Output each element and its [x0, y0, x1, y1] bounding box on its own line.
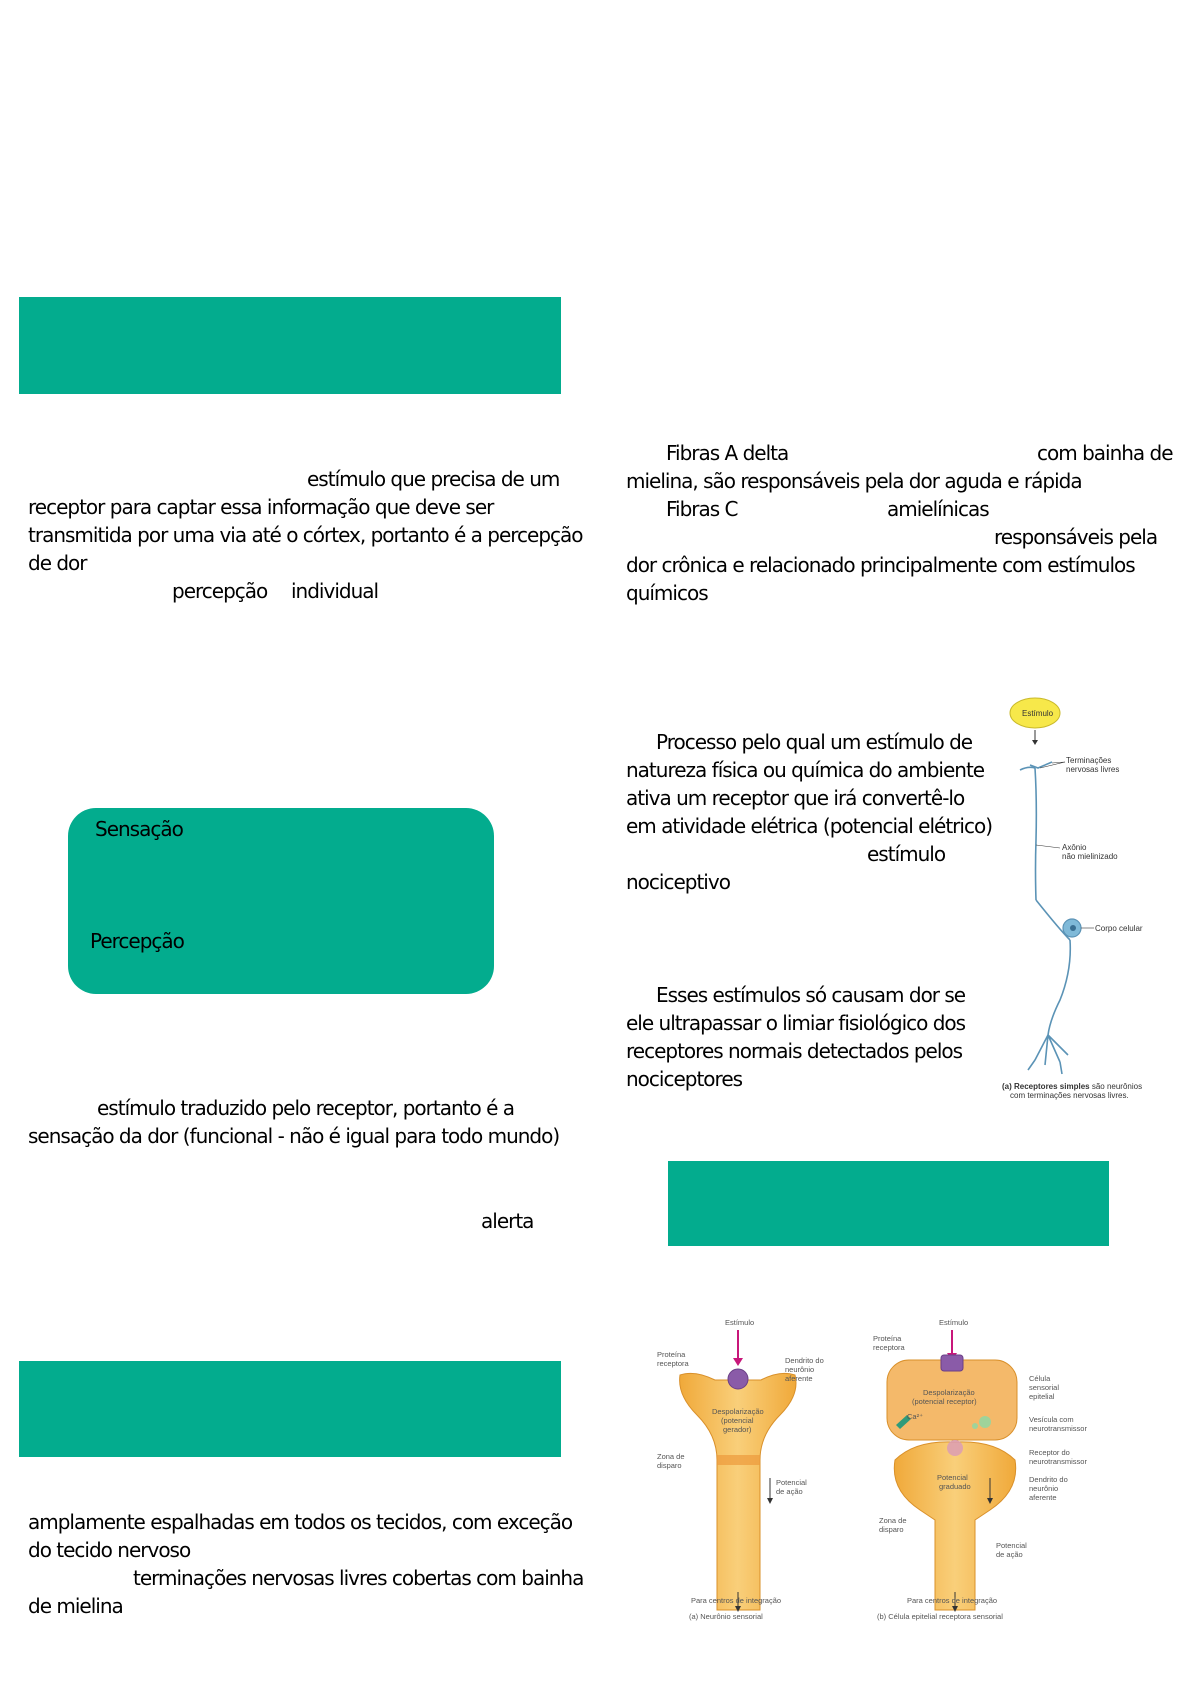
b-potential-label-2: de ação [996, 1550, 1023, 1559]
b-protein-label-1: Proteína [873, 1334, 902, 1343]
b-vesicle-label-2: neurotransmissor [1029, 1424, 1087, 1433]
b-receptor-label-1: Receptor do [1029, 1448, 1070, 1457]
b-ca-label: Ca²⁺ [907, 1412, 924, 1421]
section-header-bar-right [668, 1161, 1109, 1246]
fibers-line-5: dor crônica e relacionado principalmente com estímulos [626, 553, 1135, 577]
process-nociceptive-word: nociceptivo [626, 870, 730, 894]
section-header-bar-top-left [19, 297, 561, 394]
neuron-caption-line-2: com terminações nervosas livres. [1010, 1091, 1129, 1100]
fibers-responsible: responsáveis pela [994, 525, 1158, 549]
intro-line-4: de dor [28, 551, 87, 575]
process-line-1: Processo pelo qual um estímulo de [656, 730, 973, 754]
b-graded-label-2: graduado [939, 1482, 971, 1491]
b-cell-label-2: sensorial [1029, 1383, 1060, 1392]
a-protein-label-1: Proteína [657, 1350, 686, 1359]
b-caption: (b) Célula epitelial receptora sensorial [877, 1612, 1003, 1621]
neuron-caption-line-1 [1002, 1082, 1142, 1091]
box-perception-label: Percepção [90, 929, 184, 953]
process-stimulus-word: estímulo [867, 842, 946, 866]
b-vesicle-label-1: Vesícula com [1029, 1415, 1074, 1424]
intro-perception-word: percepção [172, 579, 268, 603]
a-protein-label-2: receptora [657, 1359, 689, 1368]
process-line-3: ativa um receptor que irá convertê-lo [626, 786, 965, 810]
a-depol-label-1: Despolarização [712, 1407, 764, 1416]
b-dendrite-label-2: neurônio [1029, 1484, 1059, 1493]
b-dendrite-label-1: Dendrito do [1029, 1475, 1068, 1484]
sensory-receptor-figure [655, 1310, 1125, 1630]
fibers-line-2: mielina, são responsáveis pela dor aguda e rápida [626, 469, 1082, 493]
neuron-illustration [990, 690, 1160, 1100]
neuron-axon-label-2: não mielinizado [1062, 852, 1118, 861]
intro-line-1: estímulo que precisa de um [307, 467, 560, 491]
a-zone-label-1: Zona de [657, 1452, 685, 1461]
a-centers-label: Para centros de integração [691, 1596, 782, 1605]
a-stimulus-label: Estímulo [725, 1318, 755, 1327]
box-sensation-label: Sensação [95, 817, 183, 841]
fibers-line-6: químicos [626, 581, 708, 605]
b-cell-label-3: epitelial [1029, 1392, 1055, 1401]
b-depol-label-1: Despolarização [923, 1388, 975, 1397]
a-dendrite-label-2: neurônio [785, 1365, 815, 1374]
a-depol-label-2: (potencial [721, 1416, 754, 1425]
section-header-bar-bottom-left [19, 1361, 561, 1457]
b-zone-label-2: disparo [879, 1525, 904, 1534]
neuron-terminals-label-2: nervosas livres [1066, 765, 1120, 774]
b-graded-label-1: Potencial [937, 1473, 968, 1482]
neuron-terminals-label-1: Terminações [1066, 756, 1112, 765]
a-dendrite-label-1: Dendrito do [785, 1356, 824, 1365]
process-line-4: em atividade elétrica (potencial elétrico) [626, 814, 992, 838]
a-depol-label-3: gerador) [723, 1425, 752, 1434]
b-protein-label-2: receptora [873, 1343, 905, 1352]
nociceptor-line-3: terminações nervosas livres cobertas com bainha [133, 1566, 584, 1590]
b-zone-label-1: Zona de [879, 1516, 907, 1525]
neuron-axon-label-1: Axônio [1062, 843, 1087, 852]
a-potential-label-1: Potencial [776, 1478, 807, 1487]
threshold-line-3: receptores normais detectados pelos [626, 1039, 963, 1063]
alert-word: alerta [481, 1209, 534, 1233]
b-cell-label-1: Célula [1029, 1374, 1051, 1383]
a-zone-label-2: disparo [657, 1461, 682, 1470]
threshold-line-2: ele ultrapassar o limiar fisiológico dos [626, 1011, 966, 1035]
neuron-stimulus-label: Estímulo [1022, 709, 1054, 718]
intro-line-3: transmitida por uma via até o córtex, portanto é a percepção [28, 523, 583, 547]
nociceptor-line-1: amplamente espalhadas em todos os tecidos, com exceção [28, 1510, 573, 1534]
nociceptor-line-4: de mielina [28, 1594, 123, 1618]
intro-line-2: receptor para captar essa informação que deve ser [28, 495, 494, 519]
fibers-myelin-sheath: com bainha de [1037, 441, 1173, 465]
neuron-caption-rest: são neurônios [1089, 1082, 1143, 1091]
fibers-a-delta: Fibras A delta [666, 441, 789, 465]
sensation-line-2: sensação da dor (funcional - não é igual para todo mundo) [28, 1124, 560, 1148]
b-potential-label-1: Potencial [996, 1541, 1027, 1550]
threshold-line-1: Esses estímulos só causam dor se [656, 983, 966, 1007]
free-nerve-ending-figure [990, 690, 1160, 1100]
nociceptor-line-2: do tecido nervoso [28, 1538, 191, 1562]
b-centers-label: Para centros de integração [907, 1596, 998, 1605]
a-dendrite-label-3: aferente [785, 1374, 813, 1383]
fibers-c: Fibras C [666, 497, 738, 521]
b-receptor-label-2: neurotransmissor [1029, 1457, 1087, 1466]
b-dendrite-label-3: aferente [1029, 1493, 1057, 1502]
a-caption: (a) Neurônio sensorial [689, 1612, 763, 1621]
b-stimulus-label: Estímulo [939, 1318, 969, 1327]
receptor-illustration [655, 1310, 1125, 1630]
b-depol-label-2: (potencial receptor) [912, 1397, 977, 1406]
sensation-line-1: estímulo traduzido pelo receptor, portanto é a [97, 1096, 514, 1120]
neuron-caption-bold: (a) Receptores simples [1002, 1082, 1090, 1091]
neuron-cell-body-label: Corpo celular [1095, 924, 1143, 933]
intro-individual-word: individual [291, 579, 379, 603]
fibers-amyelinated: amielínicas [887, 497, 989, 521]
threshold-line-4: nociceptores [626, 1067, 743, 1091]
a-potential-label-2: de ação [776, 1487, 803, 1496]
process-line-2: natureza física ou química do ambiente [626, 758, 985, 782]
